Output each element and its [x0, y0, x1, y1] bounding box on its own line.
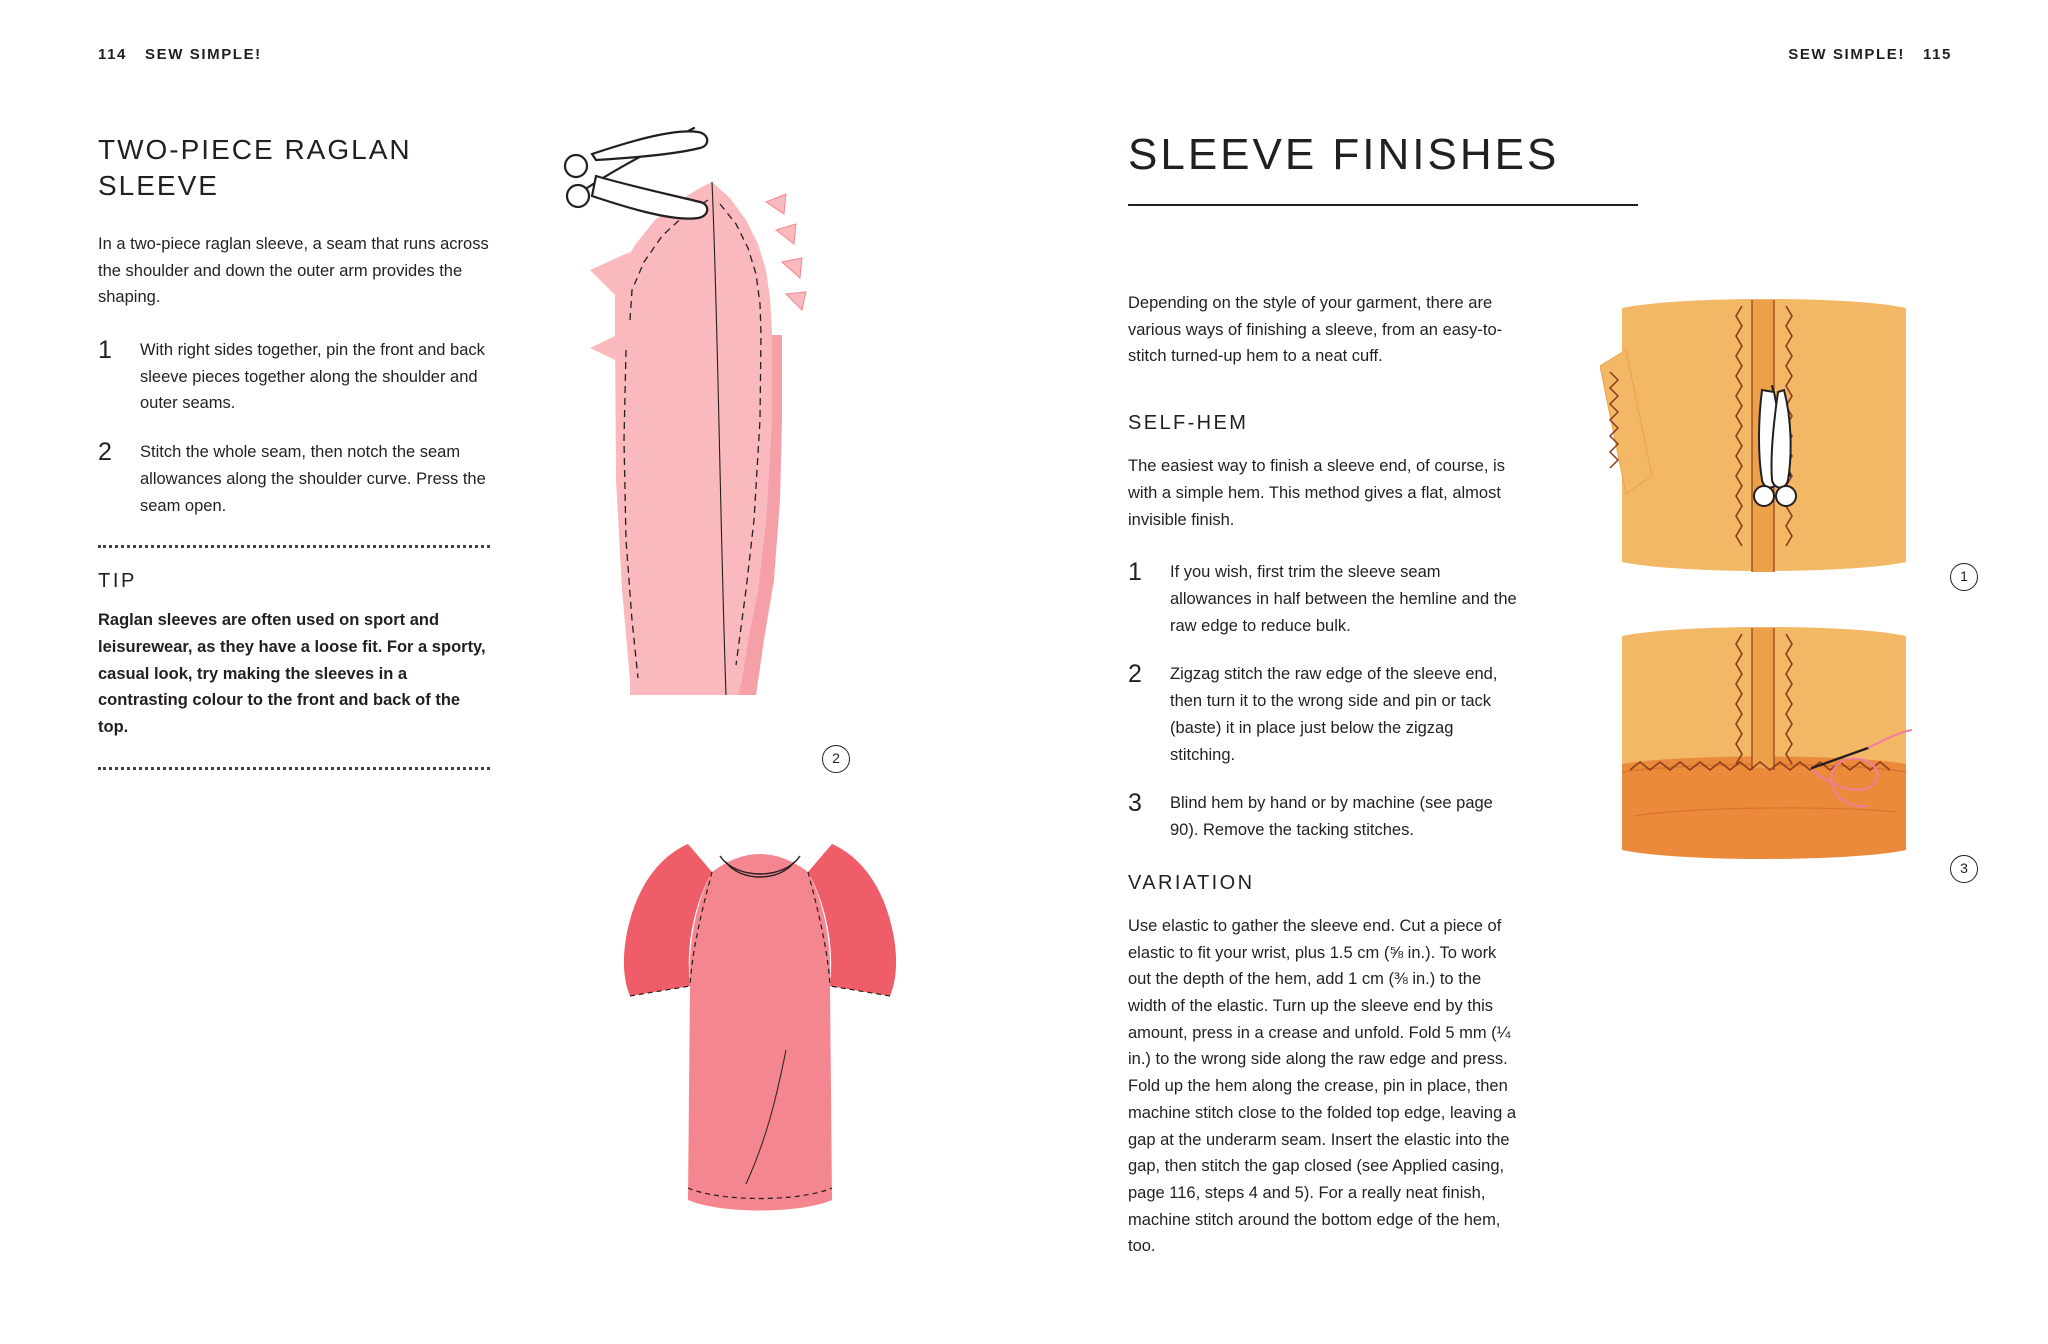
variation-title: VARIATION [1128, 871, 1255, 894]
right-page-text-column [1128, 130, 1560, 1260]
step-text: Stitch the whole seam, then notch the seam allowances along the shoulder curve. Press the seam open. [140, 443, 486, 515]
step-text: If you wish, first trim the sleeve seam allowances in half between the hemline and the raw edge to reduce bulk. [1170, 563, 1517, 635]
step-number: 2 [98, 438, 112, 467]
self-hem-title: SELF-HEM [1128, 412, 1249, 435]
sleeve-piece-fabric [615, 182, 772, 695]
notch-triangles [766, 194, 806, 310]
running-head-left [98, 46, 262, 63]
tip-title: TIP [98, 570, 137, 593]
list-item [98, 337, 490, 417]
tshirt-body [688, 854, 832, 1211]
list-item [1128, 661, 1522, 768]
list-item [1128, 790, 1522, 843]
page-number-left: 114 [98, 46, 127, 63]
list-item [1128, 559, 1522, 639]
intro-paragraph: In a two-piece raglan sleeve, a seam that runs across the shoulder and down the outer arm provides the shaping. [98, 234, 489, 307]
list-item [98, 439, 490, 519]
step-text: With right sides together, pin the front and back sleeve pieces together along the shoulder and outer seams. [140, 340, 485, 413]
scissors-icon [565, 128, 707, 219]
figure-label-1: 1 [1950, 563, 1978, 591]
running-head-left-label: SEW SIMPLE! [145, 46, 262, 63]
page-number-right: 115 [1923, 46, 1952, 63]
running-head-right [1788, 46, 1952, 63]
figure-label-2: 2 [822, 745, 850, 773]
tip-body: Raglan sleeves are often used on sport and leisurewear, as they have a loose fit. For a sporty, casual look, try making the sleeves in a contrasting colour to the front and back of the top. [98, 611, 486, 737]
left-page-text-column [98, 132, 490, 792]
title-rule [1128, 204, 1638, 206]
right-intro-paragraph: Depending on the style of your garment, there are various ways of finishing a sleeve, from an easy-to-stitch turned-up hem to a neat cuff. [1128, 294, 1503, 366]
divider-dotted-top [98, 545, 490, 548]
figure-label-3: 3 [1950, 855, 1978, 883]
right-page-title: SLEEVE FINISHES [1128, 130, 1560, 179]
step-number: 2 [1128, 660, 1142, 689]
self-hem-step1-illustration [1600, 290, 1930, 590]
self-hem-intro: The easiest way to finish a sleeve end, of course, is with a simple hem. This method gives a flat, almost invisible finish. [1128, 457, 1505, 529]
step-text: Zigzag stitch the raw edge of the sleeve end, then turn it to the wrong side and pin or tack (baste) it in place just below the zigzag stitching. [1170, 665, 1498, 764]
self-hem-steps-list [1128, 559, 1522, 843]
variation-body: Use elastic to gather the sleeve end. Cut a piece of elastic to fit your wrist, plus 1.5 cm (⅝ in.). To work out the depth of the hem, add 1 cm (⅜ in.) to the width of the elastic. Turn up the sleeve end by this amount, press in a crease and unfold. Fold 5 mm (¼ in.) to the wrong side along the raw edge and press. Fold up the hem along the crease, pin in place, then machine stitch close to the folded top edge, leaving a gap at the underarm seam. Insert the elastic into the gap, then stitch the gap closed (see Applied casing, page 116, steps 4 and 5). For a really neat finish, machine stitch around the bottom edge of the hem, too. [1128, 916, 1516, 1256]
notch-tab-left-lower [590, 336, 615, 360]
steps-list [98, 337, 490, 519]
self-hem-step3-illustration [1600, 620, 1940, 880]
divider-dotted-bottom [98, 767, 490, 770]
seam-allowance-band [1752, 628, 1774, 768]
running-head-right-label: SEW SIMPLE! [1788, 46, 1905, 63]
page-title: TWO-PIECE RAGLAN SLEEVE [98, 134, 412, 202]
step-text: Blind hem by hand or by machine (see page 90). Remove the tacking stitches. [1170, 794, 1493, 840]
raglan-sleeve-pattern-illustration [560, 120, 900, 780]
step-number: 1 [1128, 558, 1142, 587]
step-number: 3 [1128, 789, 1142, 818]
step-number: 1 [98, 335, 112, 364]
raglan-tshirt-illustration [560, 800, 960, 1260]
